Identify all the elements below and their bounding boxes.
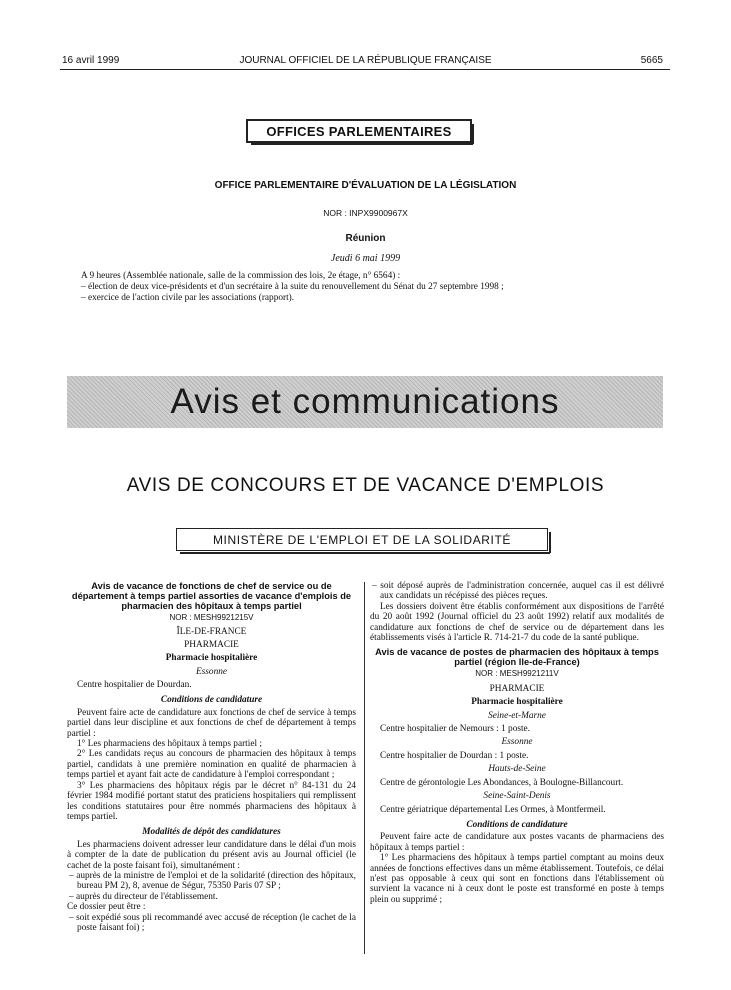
right-departement: Seine-et-Marne bbox=[488, 710, 546, 721]
agenda-line: – élection de deux vice-présidents et d'un secrétaire à la suite du renouvellement du Sénat du 27 septembre 1998 ; bbox=[81, 282, 504, 292]
left-centre: Centre hospitalier de Dourdan. bbox=[77, 680, 192, 691]
right-pharmacie-hospitaliere: Pharmacie hospitalière bbox=[471, 697, 563, 708]
section-banner bbox=[67, 376, 663, 428]
header-journal-title: JOURNAL OFFICIEL DE LA RÉPUBLIQUE FRANÇAISE bbox=[239, 55, 492, 66]
left-departement: Essonne bbox=[196, 666, 227, 677]
column-divider bbox=[364, 582, 365, 954]
left-conditions-intro: Peuvent faire acte de candidature aux fonctions de chef de service à temps partiel dans leur discipline et aux fonctions de chef de département à temps partiel : bbox=[67, 707, 356, 739]
right-pharmacie: PHARMACIE bbox=[489, 683, 545, 694]
header-page-number: 5665 bbox=[640, 55, 663, 66]
right-departement: Hauts-de-Seine bbox=[488, 764, 546, 775]
right-centre: Centre hospitalier de Nemours : 1 poste. bbox=[380, 724, 531, 735]
right-condition-item: 1° Les pharmaciens des hôpitaux à temps partiel comptant au moins deux années de fonctions effectives dans un même établissement. Toutefois, ce délai n'est pas opposable à ceux qui sont en fonctions dans l'établissement où survient la vacance ni à ceux dont le poste est transformé en poste à temps plein ou supprimé ; bbox=[370, 853, 664, 905]
left-notice-title: Avis de vacance de fonctions de chef de service ou de département à temps partiel assorties de vacance d'emplois de pharmacien des hôpitaux à temps partiel bbox=[71, 581, 352, 611]
right-continued-paragraph: Les dossiers doivent être établis conformément aux dispositions de l'arrêté du 20 août 1992 (Journal officiel du 23 août 1992) relatif aux modalités de candidature aux fonctions de chef de service ou de département dans les établissements visés à l'article R. 714-21-7 du code de la santé publique. bbox=[370, 601, 664, 644]
office-title: OFFICE PARLEMENTAIRE D'ÉVALUATION DE LA LÉGISLATION bbox=[214, 180, 517, 191]
right-notice-title: Avis de vacance de postes de pharmacien des hôpitaux à temps partiel (région Ile-de-France) bbox=[375, 647, 659, 668]
ministere-label: MINISTÈRE DE L'EMPLOI ET DE LA SOLIDARITÉ bbox=[212, 532, 512, 547]
left-depot-item: – auprès du directeur de l'établissement. bbox=[69, 891, 218, 902]
banner-text: Avis et communications bbox=[170, 382, 560, 421]
right-centre: Centre hospitalier de Dourdan : 1 poste. bbox=[380, 750, 529, 761]
reunion-date: Jeudi 6 mai 1999 bbox=[330, 253, 401, 264]
left-depot-item: – auprès de la ministre de l'emploi et de la solidarité (direction des hôpitaux, bureau PM 2), 8, avenue de Ségur, 75350 Paris 07 SP ; bbox=[69, 870, 356, 892]
agenda-line: A 9 heures (Assemblée nationale, salle de la commission des lois, 2e étage, n° 6564) : bbox=[81, 271, 401, 281]
right-departement: Essonne bbox=[501, 737, 533, 748]
agenda-line: – exercice de l'action civile par les associations (rapport). bbox=[81, 293, 295, 303]
right-conditions-title: Conditions de candidature bbox=[466, 819, 568, 830]
left-depot-note: Ce dossier peut être : bbox=[67, 902, 146, 913]
header-date: 16 avril 1999 bbox=[62, 55, 120, 66]
header-rule bbox=[60, 69, 670, 70]
left-depot-intro: Les pharmaciens doivent adresser leur candidature dans le délai d'un mois à compter de la date de publication du présent avis au Journal officiel (le cachet de la poste faisant foi), simultanément : bbox=[67, 839, 356, 871]
right-continued-item: – soit déposé auprès de l'administration concernée, auquel cas il est délivré aux candidats un récépissé des pièces reçues. bbox=[372, 581, 664, 602]
right-column bbox=[370, 581, 664, 905]
offices-box-label: OFFICES PARLEMENTAIRES bbox=[266, 123, 452, 139]
right-departement: Seine-Saint-Denis bbox=[483, 791, 551, 802]
right-conditions-intro: Peuvent faire acte de candidature aux postes vacants de pharmaciens des hôpitaux à temps partiel : bbox=[370, 832, 664, 853]
left-condition-item: 2° Les candidats reçus au concours de pharmacien des hôpitaux à temps partiel, candidats à une première nomination en qualité de pharmacien à temps partiel et ayant fait acte de candidature à l'emploi correspondant ; bbox=[67, 749, 356, 781]
left-condition-item: 3° Les pharmaciens des hôpitaux régis par le décret n° 84-131 du 24 février 1984 modifié portant statut des praticiens hospitaliers qui remplissent les conditions statutaires pour être nommés pharmaciens des hôpitaux à temps partiel. bbox=[67, 780, 356, 822]
office-nor: NOR : INPX9900967X bbox=[323, 208, 408, 218]
left-column bbox=[67, 581, 356, 933]
left-depot-title: Modalités de dépôt des candidatures bbox=[142, 827, 281, 838]
left-pharmacie-hospitaliere: Pharmacie hospitalière bbox=[165, 653, 258, 664]
left-depot-item: – soit expédié sous pli recommandé avec accusé de réception (le cachet de la poste faisant foi) ; bbox=[69, 912, 356, 933]
reunion-heading: Réunion bbox=[345, 233, 386, 244]
right-centre: Centre de gérontologie Les Abondances, à Boulogne-Billancourt. bbox=[380, 777, 624, 788]
avis-section-title: AVIS DE CONCOURS ET DE VACANCE D'EMPLOIS bbox=[126, 475, 605, 496]
left-condition-item: 1° Les pharmaciens des hôpitaux à temps partiel ; bbox=[77, 739, 262, 750]
left-pharmacie: PHARMACIE bbox=[184, 639, 239, 650]
left-conditions-title: Conditions de candidature bbox=[160, 695, 263, 706]
reunion-agenda bbox=[81, 271, 651, 304]
right-notice-nor: NOR : MESH9921211V bbox=[475, 669, 559, 679]
ministere-box bbox=[176, 528, 548, 551]
offices-box-title bbox=[246, 119, 472, 143]
right-centre: Centre gériatrique départemental Les Ormes, à Montfermeil. bbox=[380, 804, 606, 815]
left-notice-nor: NOR : MESH9921215V bbox=[169, 613, 254, 622]
left-region: ÎLE-DE-FRANCE bbox=[176, 627, 247, 638]
